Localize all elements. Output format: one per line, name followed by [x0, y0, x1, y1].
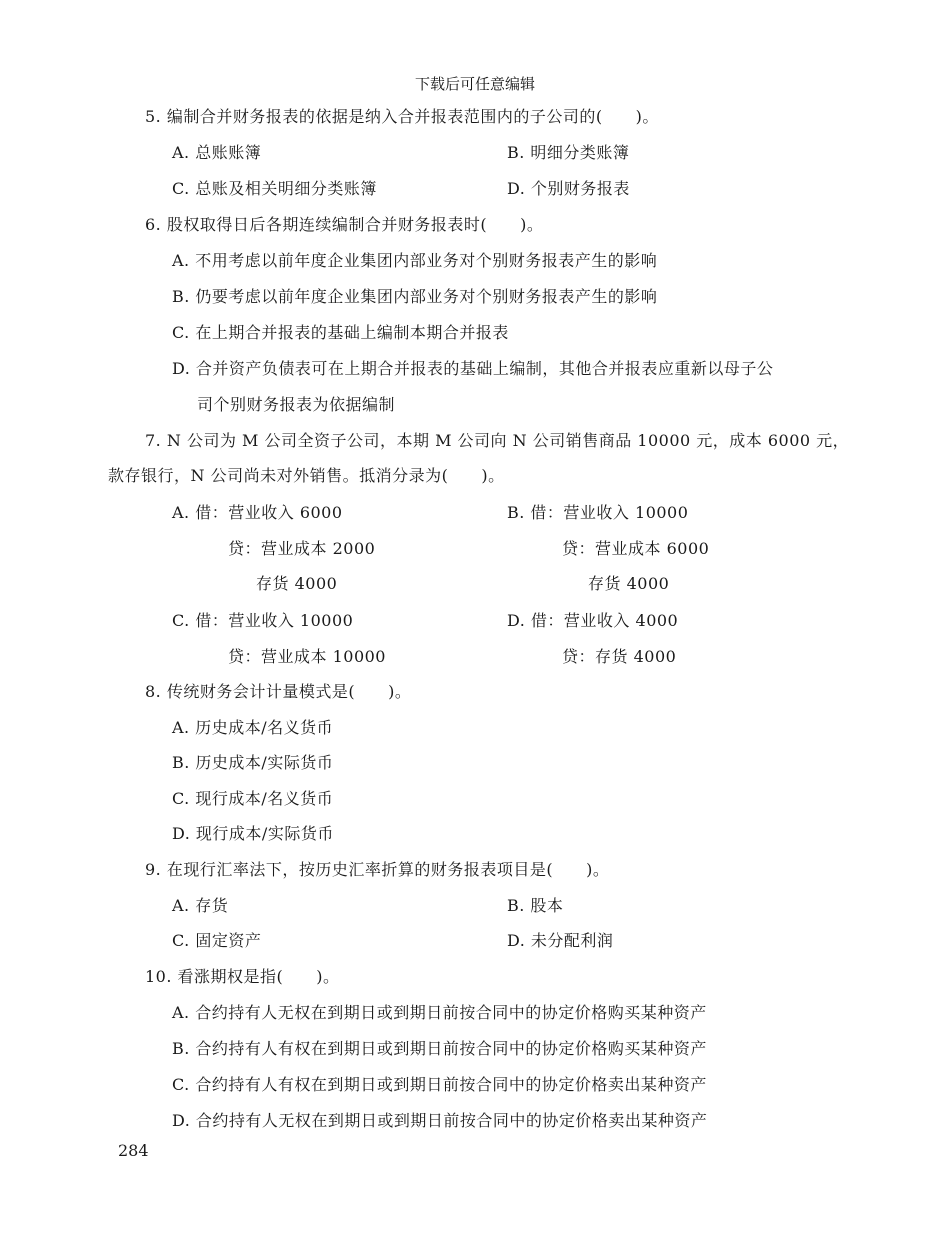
question-6-option-a: A. 不用考虑以前年度企业集团内部业务对个别财务报表产生的影响 — [172, 251, 658, 270]
question-8-option-c: C. 现行成本/名义货币 — [172, 789, 334, 808]
question-7-option-b-inventory: 存货 4000 — [588, 574, 670, 593]
question-9-option-b: B. 股本 — [507, 896, 564, 915]
question-7-option-a-inventory: 存货 4000 — [256, 574, 338, 593]
question-7-option-b-credit: 贷：营业成本 6000 — [562, 539, 710, 558]
page-header: 下载后可任意编辑 — [414, 75, 535, 93]
question-7-option-a-credit: 贷：营业成本 2000 — [228, 539, 376, 558]
question-6-option-c: C. 在上期合并报表的基础上编制本期合并报表 — [172, 323, 509, 342]
question-9-option-d: D. 未分配利润 — [507, 931, 614, 950]
question-7-stem-continued: 款存银行，N 公司尚未对外销售。抵消分录为( )。 — [108, 466, 505, 485]
question-10-option-b: B. 合约持有人有权在到期日或到期日前按合同中的协定价格购买某种资产 — [172, 1039, 707, 1058]
question-6-option-d-continued: 司个别财务报表为依据编制 — [197, 395, 396, 414]
question-5-option-a: A. 总账账簿 — [172, 143, 262, 162]
question-5-option-b: B. 明细分类账簿 — [507, 143, 630, 162]
question-8-option-b: B. 历史成本/实际货币 — [172, 753, 334, 772]
question-6-option-b: B. 仍要考虑以前年度企业集团内部业务对个别财务报表产生的影响 — [172, 287, 658, 306]
question-7-option-d-debit: D. 借：营业收入 4000 — [507, 611, 679, 630]
question-7-option-d-credit: 贷：存货 4000 — [562, 647, 677, 666]
question-6-option-d: D. 合并资产负债表可在上期合并报表的基础上编制，其他合并报表应重新以母子公 — [172, 359, 774, 378]
question-5-option-c: C. 总账及相关明细分类账簿 — [172, 179, 377, 198]
question-6-stem: 6. 股权取得日后各期连续编制合并财务报表时( )。 — [145, 215, 544, 234]
question-10-option-c: C. 合约持有人有权在到期日或到期日前按合同中的协定价格卖出某种资产 — [172, 1075, 707, 1094]
question-7-stem: 7. N 公司为 M 公司全资子公司，本期 M 公司向 N 公司销售商品 10000 元，成本 6000 元， — [145, 431, 850, 450]
question-9-option-a: A. 存货 — [172, 896, 229, 915]
question-5-stem: 5. 编制合并财务报表的依据是纳入合并报表范围内的子公司的( )。 — [145, 107, 659, 126]
question-7-option-a-debit: A. 借：营业收入 6000 — [172, 503, 343, 522]
question-7-option-c-credit: 贷：营业成本 10000 — [228, 647, 386, 666]
question-5-option-d: D. 个别财务报表 — [507, 179, 630, 198]
question-8-option-d: D. 现行成本/实际货币 — [172, 824, 334, 843]
question-8-stem: 8. 传统财务会计计量模式是( )。 — [145, 682, 412, 701]
question-10-stem: 10. 看涨期权是指( )。 — [145, 967, 340, 986]
question-10-option-d: D. 合约持有人无权在到期日或到期日前按合同中的协定价格卖出某种资产 — [172, 1111, 708, 1130]
question-7-option-c-debit: C. 借：营业收入 10000 — [172, 611, 354, 630]
question-7-option-b-debit: B. 借：营业收入 10000 — [507, 503, 689, 522]
page-number: 284 — [118, 1141, 149, 1160]
question-9-stem: 9. 在现行汇率法下，按历史汇率折算的财务报表项目是( )。 — [145, 860, 610, 879]
question-8-option-a: A. 历史成本/名义货币 — [172, 718, 334, 737]
question-10-option-a: A. 合约持有人无权在到期日或到期日前按合同中的协定价格购买某种资产 — [172, 1003, 707, 1022]
question-9-option-c: C. 固定资产 — [172, 931, 262, 950]
